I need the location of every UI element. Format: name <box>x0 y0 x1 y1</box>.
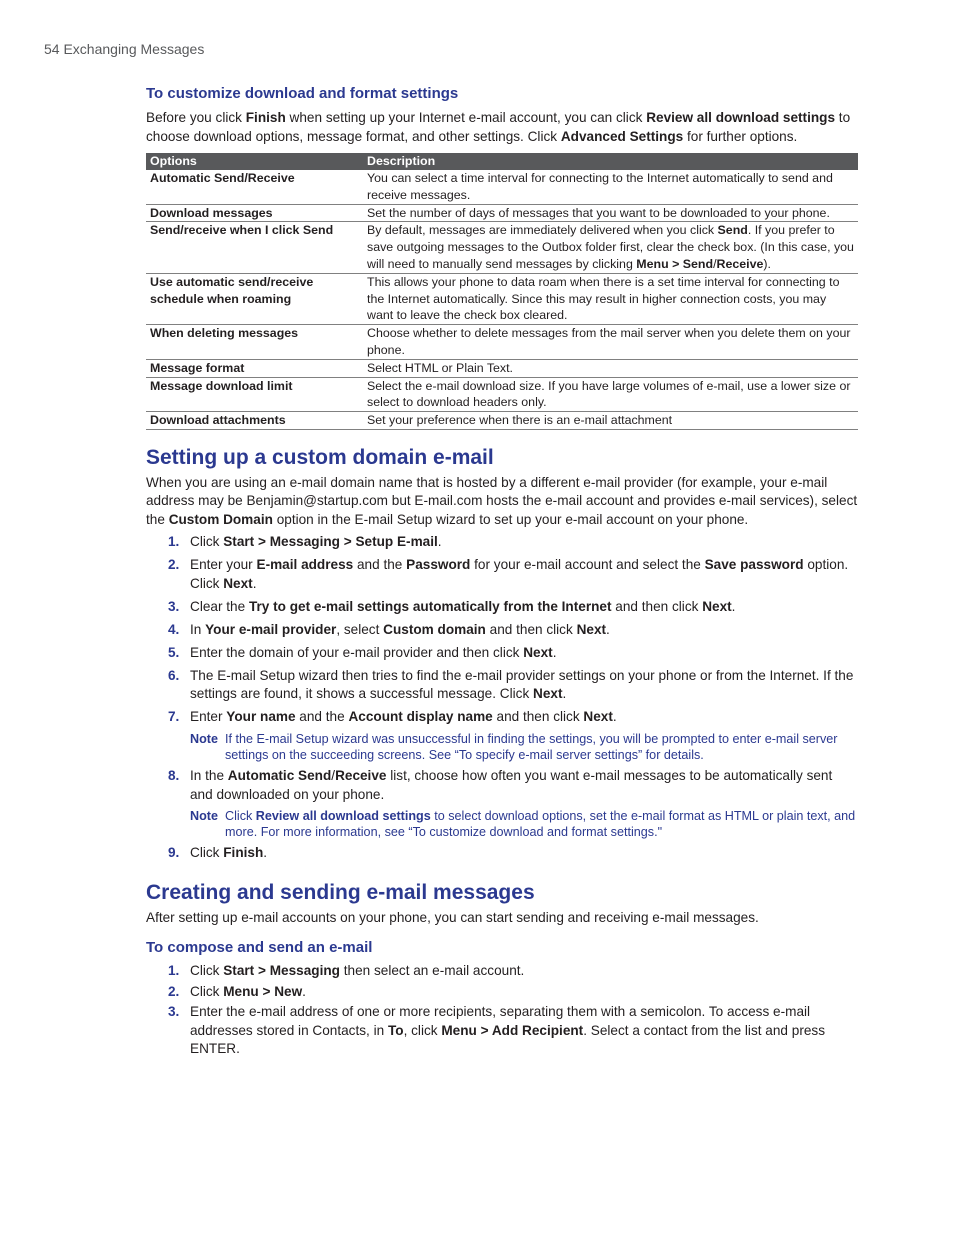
step-item <box>146 556 858 593</box>
step-text: Enter the e-mail address of one or more recipients, separating them with a semicolon. To access e-mail addresses stored in Contacts, in To, click Menu > Add Recipient. Select a contact from the list and press ENTER. <box>190 1004 825 1057</box>
option-description: You can select a time interval for connecting to the Internet automatically to send and receive messages. <box>363 170 858 204</box>
note-text: If the E-mail Setup wizard was unsuccessful in finding the settings, you will be prompted to enter e-mail server settings on the succeeding screens. See “To specify e-mail server settings” for details. <box>225 731 838 763</box>
step-text: Click Start > Messaging then select an e-mail account. <box>190 963 525 979</box>
customize-settings-heading: To customize download and format settings <box>146 85 459 102</box>
step-item <box>146 962 858 981</box>
note-label: Note <box>190 809 218 824</box>
bold-term: Advanced Settings <box>560 128 684 144</box>
step-item <box>146 708 858 727</box>
table-header-row <box>146 153 858 170</box>
bold-term: Your e-mail provider <box>205 621 337 637</box>
option-description: By default, messages are immediately delivered when you click Send. If you prefer to save outgoing messages to the Outbox folder first, clear the check box. (In this case, you will need to manually send messages by clicking Menu > Send/Receive). <box>363 222 858 273</box>
bold-term: Next <box>583 709 613 725</box>
option-name: Automatic Send/Receive <box>146 170 363 204</box>
bold-term: E-mail address <box>256 557 354 573</box>
table-row <box>146 204 858 222</box>
option-name: Use automatic send/receive schedule when roaming <box>146 273 363 324</box>
step-item <box>146 844 858 863</box>
bold-term: Send <box>717 223 748 238</box>
option-name: Message download limit <box>146 377 363 412</box>
step-number: 2. <box>168 557 180 573</box>
step-item <box>146 983 858 1002</box>
table-row <box>146 325 858 360</box>
bold-term: Review all download settings <box>255 809 431 824</box>
page-header: 54 Exchanging Messages <box>44 41 205 57</box>
bold-term: Next <box>702 598 732 614</box>
option-description: Set the number of days of messages that you want to be downloaded to your phone. <box>363 204 858 222</box>
description-column-header: Description <box>363 153 858 170</box>
option-name: When deleting messages <box>146 325 363 360</box>
bold-term: Menu > Add Recipient <box>441 1022 584 1038</box>
step-text: Enter your E-mail address and the Password for your e-mail account and select the Save password option. Click Next. <box>190 557 849 591</box>
bold-term: Receive <box>335 768 387 784</box>
creating-intro: After setting up e-mail accounts on your phone, you can start sending and receiving e-mail messages. <box>146 909 759 925</box>
bold-term: Automatic Send <box>227 768 332 784</box>
step-number: 2. <box>168 983 180 999</box>
customize-intro: Before you click Finish when setting up your Internet e-mail account, you can click Review all download settings to choose download options, message format, and other settings. Click Advanced Settings for further options. <box>146 110 851 144</box>
option-name: Download messages <box>146 204 363 222</box>
step-text: Click Finish. <box>190 845 268 861</box>
table-row <box>146 170 858 204</box>
step-text: In Your e-mail provider, select Custom domain and then click Next. <box>190 621 610 637</box>
bold-term: Next <box>576 621 607 637</box>
bold-term: Start > Messaging <box>223 963 340 979</box>
bold-term: Review all download settings <box>646 110 836 125</box>
step-number: 8. <box>168 768 180 784</box>
options-table <box>146 153 858 430</box>
bold-term: Custom Domain <box>168 511 273 527</box>
table-row <box>146 359 858 377</box>
step-number: 4. <box>168 621 180 637</box>
bold-term: Try to get e-mail settings automatically from the Internet <box>248 598 612 614</box>
step-text: Clear the Try to get e-mail settings automatically from the Internet and then click Next. <box>190 598 736 614</box>
options-table-body <box>146 170 858 429</box>
table-row <box>146 273 858 324</box>
step-item <box>146 667 858 704</box>
bold-term: Menu > New <box>223 983 303 999</box>
bold-term: Custom domain <box>383 621 486 637</box>
step-text: Enter Your name and the Account display name and then click Next. <box>190 709 617 725</box>
note-label: Note <box>190 731 218 746</box>
option-description: Choose whether to delete messages from the mail server when you delete them on your phone. <box>363 325 858 360</box>
step-number: 7. <box>168 709 180 725</box>
step-item <box>146 644 858 663</box>
step-item <box>146 533 858 552</box>
bold-term: Save password <box>704 557 804 573</box>
page-content <box>146 84 858 1059</box>
compose-steps <box>146 962 858 1059</box>
step-number: 1. <box>168 534 180 550</box>
option-description: Select HTML or Plain Text. <box>363 359 858 377</box>
option-name: Download attachments <box>146 412 363 430</box>
step-text: In the Automatic Send/Receive list, choose how often you want e-mail messages to be automatically sent and downloaded on your phone. <box>190 768 833 802</box>
step-item <box>146 1003 858 1059</box>
step-item <box>146 598 858 617</box>
table-row <box>146 412 858 430</box>
note-text: Click Review all download settings to select download options, set the e-mail format as HTML or plain text, and more. For more information, see “To customize download and format settings." <box>225 809 856 840</box>
option-description: Select the e-mail download size. If you have large volumes of e-mail, use a lower size or select to download headers only. <box>363 377 858 412</box>
step-text: The E-mail Setup wizard then tries to find the e-mail provider settings on your phone or from the Internet. If the settings are found, it shows a successful message. Click Next. <box>190 667 854 702</box>
table-row <box>146 222 858 273</box>
options-column-header: Options <box>146 153 363 170</box>
bold-term: Finish <box>223 845 264 861</box>
step-item <box>146 621 858 640</box>
step-text: Click Start > Messaging > Setup E-mail. <box>190 534 442 550</box>
step-number: 1. <box>168 963 180 979</box>
table-row <box>146 377 858 412</box>
bold-term: Next <box>523 644 553 660</box>
bold-term: Next <box>223 575 253 591</box>
bold-term: Receive <box>716 256 764 271</box>
bold-term: Password <box>406 557 471 573</box>
custom-domain-intro: When you are using an e-mail domain name that is hosted by a different e-mail provider (for example, your e-mail address may be Benjamin@startup.com but E-mail.com hosts the e-mail account and provides e-mail services), select the Custom Domain option in the E-mail Setup wizard to set up your e-mail account on your phone. <box>146 474 858 527</box>
bold-term: Your name <box>226 709 296 725</box>
bold-term: Start > Messaging > Setup E-mail <box>223 534 438 550</box>
step-note <box>146 731 858 764</box>
step-number: 3. <box>168 598 180 614</box>
step-number: 3. <box>168 1004 180 1020</box>
step-number: 9. <box>168 845 180 861</box>
step-note <box>146 808 858 841</box>
bold-term: To <box>387 1022 404 1038</box>
option-description: Set your preference when there is an e-mail attachment <box>363 412 858 430</box>
creating-heading: Creating and sending e-mail messages <box>146 880 535 904</box>
compose-heading: To compose and send an e-mail <box>146 939 373 957</box>
bold-term: Finish <box>245 110 286 125</box>
bold-term: Next <box>533 686 563 702</box>
step-number: 6. <box>168 667 180 683</box>
step-number: 5. <box>168 644 180 660</box>
option-name: Message format <box>146 359 363 377</box>
step-item <box>146 767 858 804</box>
option-name: Send/receive when I click Send <box>146 222 363 273</box>
option-description: This allows your phone to data roam when there is a set time interval for connecting to the Internet automatically. Since this may result in higher connection costs, you may want to leave the check box cleared. <box>363 273 858 324</box>
step-text: Click Menu > New. <box>190 983 306 999</box>
bold-term: Account display name <box>348 709 493 725</box>
bold-term: Menu > Send <box>636 256 714 271</box>
step-text: Enter the domain of your e-mail provider and then click Next. <box>190 644 557 660</box>
custom-domain-steps <box>146 533 858 862</box>
custom-domain-heading: Setting up a custom domain e-mail <box>146 445 494 469</box>
